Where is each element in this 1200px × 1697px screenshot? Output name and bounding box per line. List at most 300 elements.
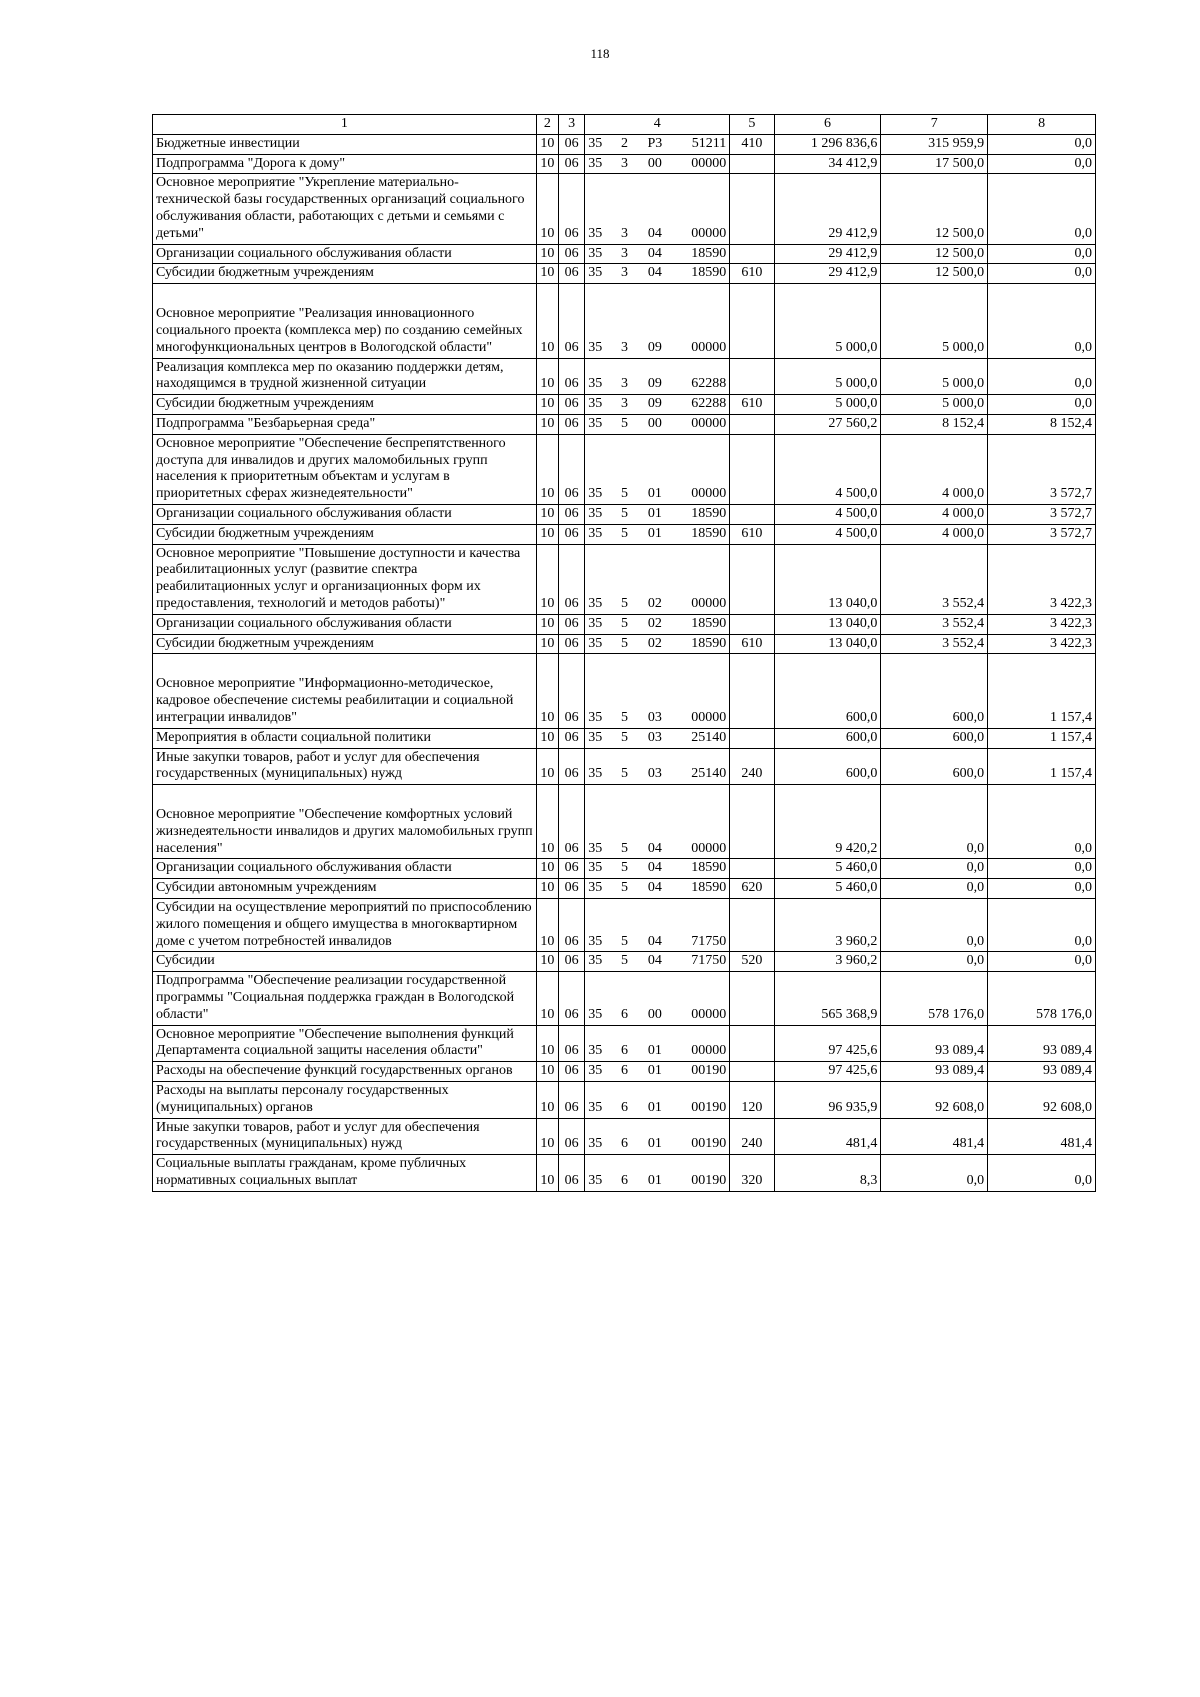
target-code-part: 03	[647, 709, 662, 725]
row-amount-col8: 0,0	[988, 264, 1096, 284]
row-subsection-code: 06	[559, 134, 585, 154]
target-code-part: 5	[621, 953, 629, 969]
row-amount-col7: 0,0	[881, 785, 988, 859]
row-subsection-code: 06	[559, 414, 585, 434]
target-code-parts	[588, 226, 726, 243]
target-code-parts	[588, 636, 726, 653]
row-amount-col7: 0,0	[881, 1155, 988, 1192]
row-amount-col7: 0,0	[881, 952, 988, 972]
row-subsection-code: 06	[559, 524, 585, 544]
row-expense-type	[730, 284, 774, 358]
row-subsection-code: 06	[559, 972, 585, 1025]
row-target-code	[585, 395, 730, 415]
row-expense-type: 120	[730, 1082, 774, 1119]
target-code-parts	[588, 246, 726, 263]
row-subsection-code: 06	[559, 728, 585, 748]
row-target-code	[585, 504, 730, 524]
row-section-code: 10	[536, 524, 558, 544]
target-code-part: 35	[588, 376, 603, 392]
target-code-part: 25140	[691, 766, 727, 782]
row-target-code	[585, 244, 730, 264]
table-row	[153, 414, 1096, 434]
row-target-code	[585, 859, 730, 879]
table-row	[153, 1025, 1096, 1062]
row-amount-col7: 578 176,0	[881, 972, 988, 1025]
row-target-code	[585, 264, 730, 284]
target-code-parts	[588, 596, 726, 613]
target-code-part: 00000	[691, 486, 727, 502]
row-amount-col7: 12 500,0	[881, 174, 988, 244]
row-section-code: 10	[536, 174, 558, 244]
table-body	[153, 115, 1096, 1192]
row-subsection-code: 06	[559, 634, 585, 654]
row-amount-col6: 34 412,9	[774, 154, 881, 174]
target-code-part: 00000	[691, 595, 727, 611]
target-code-parts	[588, 616, 726, 633]
row-name: Субсидии	[153, 952, 537, 972]
row-expense-type	[730, 728, 774, 748]
row-section-code: 10	[536, 504, 558, 524]
row-amount-col6: 600,0	[774, 748, 881, 785]
table-row	[153, 972, 1096, 1025]
page-number: 118	[590, 46, 610, 61]
row-section-code: 10	[536, 879, 558, 899]
row-amount-col6: 600,0	[774, 654, 881, 728]
row-amount-col7: 3 552,4	[881, 634, 988, 654]
row-amount-col8: 8 152,4	[988, 414, 1096, 434]
table-row	[153, 524, 1096, 544]
table-row	[153, 264, 1096, 284]
row-target-code	[585, 952, 730, 972]
header-cell-8: 8	[988, 115, 1096, 135]
table-row	[153, 1082, 1096, 1119]
row-section-code: 10	[536, 358, 558, 395]
target-code-parts	[588, 1173, 726, 1190]
row-section-code: 10	[536, 154, 558, 174]
target-code-part: 35	[588, 486, 603, 502]
target-code-part: 6	[621, 1099, 629, 1115]
row-subsection-code: 06	[559, 174, 585, 244]
target-code-part: 71750	[691, 933, 727, 949]
row-expense-type	[730, 358, 774, 395]
row-amount-col8: 0,0	[988, 952, 1096, 972]
header-cell-6: 6	[774, 115, 881, 135]
target-code-part: 2	[621, 135, 629, 151]
row-name: Организации социального обслуживания области	[153, 859, 537, 879]
row-section-code: 10	[536, 748, 558, 785]
target-code-part: 25140	[691, 729, 727, 745]
row-expense-type	[730, 544, 774, 614]
row-amount-col6: 29 412,9	[774, 264, 881, 284]
target-code-part: 03	[647, 729, 662, 745]
table-row	[153, 859, 1096, 879]
row-name: Реализация комплекса мер по оказанию поддержки детям, находящимся в трудной жизненной ситуации	[153, 358, 537, 395]
row-expense-type	[730, 614, 774, 634]
row-amount-col7: 600,0	[881, 748, 988, 785]
target-code-part: 51211	[691, 135, 727, 151]
target-code-part: 35	[588, 595, 603, 611]
row-amount-col7: 600,0	[881, 728, 988, 748]
row-target-code	[585, 174, 730, 244]
target-code-part: 00	[647, 155, 662, 171]
target-code-part: 01	[647, 486, 662, 502]
row-name: Субсидии бюджетным учреждениям	[153, 264, 537, 284]
row-subsection-code: 06	[559, 434, 585, 504]
row-subsection-code: 06	[559, 1118, 585, 1155]
target-code-parts	[588, 396, 726, 413]
row-amount-col7: 0,0	[881, 859, 988, 879]
target-code-part: 04	[647, 860, 662, 876]
target-code-part: 5	[621, 840, 629, 856]
target-code-part: 00190	[691, 1099, 727, 1115]
row-expense-type	[730, 154, 774, 174]
target-code-part: 35	[588, 225, 603, 241]
row-expense-type: 610	[730, 634, 774, 654]
row-name: Субсидии на осуществление мероприятий по приспособлению жилого помещения и общего имущества в многоквартирном доме с учетом потребностей инвалидов	[153, 899, 537, 952]
target-code-part: 04	[647, 245, 662, 261]
row-amount-col8: 0,0	[988, 1155, 1096, 1192]
row-target-code	[585, 879, 730, 899]
target-code-part: 00000	[691, 155, 727, 171]
row-amount-col8: 0,0	[988, 154, 1096, 174]
row-amount-col6: 5 460,0	[774, 859, 881, 879]
row-amount-col6: 5 000,0	[774, 284, 881, 358]
row-amount-col8: 93 089,4	[988, 1062, 1096, 1082]
table-row	[153, 1155, 1096, 1192]
row-name: Основное мероприятие "Обеспечение комфортных условий жизнедеятельности инвалидов и других маломобильных групп населения"	[153, 785, 537, 859]
row-amount-col8: 0,0	[988, 879, 1096, 899]
target-code-part: 6	[621, 1173, 629, 1189]
row-section-code: 10	[536, 1025, 558, 1062]
target-code-part: 35	[588, 245, 603, 261]
target-code-part: 04	[647, 953, 662, 969]
row-amount-col6: 8,3	[774, 1155, 881, 1192]
target-code-part: 09	[647, 339, 662, 355]
row-name: Иные закупки товаров, работ и услуг для обеспечения государственных (муниципальных) нужд	[153, 748, 537, 785]
target-code-part: 3	[621, 376, 629, 392]
target-code-part: 01	[647, 1136, 662, 1152]
row-amount-col7: 17 500,0	[881, 154, 988, 174]
target-code-part: 00000	[691, 339, 727, 355]
row-amount-col8: 578 176,0	[988, 972, 1096, 1025]
row-target-code	[585, 1082, 730, 1119]
row-expense-type: 620	[730, 879, 774, 899]
row-section-code: 10	[536, 434, 558, 504]
row-amount-col6: 97 425,6	[774, 1025, 881, 1062]
row-amount-col7: 93 089,4	[881, 1062, 988, 1082]
target-code-part: 5	[621, 415, 629, 431]
target-code-part: 00190	[691, 1136, 727, 1152]
row-amount-col6: 3 960,2	[774, 899, 881, 952]
target-code-part: 35	[588, 525, 603, 541]
row-amount-col7: 4 000,0	[881, 524, 988, 544]
row-amount-col6: 5 000,0	[774, 395, 881, 415]
target-code-part: 3	[621, 225, 629, 241]
row-amount-col7: 600,0	[881, 654, 988, 728]
row-subsection-code: 06	[559, 879, 585, 899]
row-section-code: 10	[536, 785, 558, 859]
row-section-code: 10	[536, 899, 558, 952]
row-subsection-code: 06	[559, 952, 585, 972]
target-code-part: 09	[647, 396, 662, 412]
target-code-part: 00000	[691, 1043, 727, 1059]
row-target-code	[585, 1118, 730, 1155]
row-target-code	[585, 1025, 730, 1062]
row-subsection-code: 06	[559, 1062, 585, 1082]
target-code-part: 35	[588, 953, 603, 969]
row-target-code	[585, 1155, 730, 1192]
row-name: Основное мероприятие "Обеспечение выполнения функций Департамента социальной защиты населения области"	[153, 1025, 537, 1062]
header-cell-4: 4	[585, 115, 730, 135]
table-row	[153, 434, 1096, 504]
row-section-code: 10	[536, 264, 558, 284]
target-code-part: 35	[588, 1063, 603, 1079]
row-amount-col6: 4 500,0	[774, 524, 881, 544]
target-code-part: 18590	[691, 880, 727, 896]
target-code-part: 04	[647, 225, 662, 241]
row-target-code	[585, 524, 730, 544]
target-code-part: 5	[621, 766, 629, 782]
row-amount-col6: 96 935,9	[774, 1082, 881, 1119]
target-code-parts	[588, 526, 726, 543]
row-subsection-code: 06	[559, 1155, 585, 1192]
row-subsection-code: 06	[559, 899, 585, 952]
row-name: Расходы на обеспечение функций государственных органов	[153, 1062, 537, 1082]
target-code-parts	[588, 860, 726, 877]
target-code-part: 3	[621, 245, 629, 261]
target-code-parts	[588, 376, 726, 393]
row-amount-col8: 0,0	[988, 174, 1096, 244]
target-code-part: 35	[588, 1099, 603, 1115]
row-subsection-code: 06	[559, 654, 585, 728]
table-row	[153, 899, 1096, 952]
row-subsection-code: 06	[559, 859, 585, 879]
target-code-part: 5	[621, 860, 629, 876]
row-target-code	[585, 544, 730, 614]
target-code-part: 04	[647, 880, 662, 896]
target-code-part: 5	[621, 615, 629, 631]
row-amount-col6: 4 500,0	[774, 504, 881, 524]
row-amount-col6: 29 412,9	[774, 174, 881, 244]
row-amount-col8: 1 157,4	[988, 748, 1096, 785]
target-code-part: 00000	[691, 840, 727, 856]
target-code-part: 3	[621, 265, 629, 281]
target-code-parts	[588, 766, 726, 783]
row-subsection-code: 06	[559, 154, 585, 174]
row-section-code: 10	[536, 634, 558, 654]
row-amount-col6: 9 420,2	[774, 785, 881, 859]
row-name: Мероприятия в области социальной политики	[153, 728, 537, 748]
row-amount-col8: 0,0	[988, 395, 1096, 415]
target-code-part: 5	[621, 880, 629, 896]
row-amount-col7: 4 000,0	[881, 434, 988, 504]
table-row	[153, 728, 1096, 748]
target-code-part: 35	[588, 860, 603, 876]
target-code-part: 3	[621, 155, 629, 171]
row-amount-col8: 93 089,4	[988, 1025, 1096, 1062]
row-expense-type	[730, 174, 774, 244]
target-code-parts	[588, 1043, 726, 1060]
row-name: Основное мероприятие "Повышение доступности и качества реабилитационных услуг (развитие спектра реабилитационных услуг и организационных форм их предоставления, технологий и методов работы)"	[153, 544, 537, 614]
target-code-part: 6	[621, 1006, 629, 1022]
target-code-parts	[588, 416, 726, 433]
target-code-part: 01	[647, 1043, 662, 1059]
target-code-part: 35	[588, 766, 603, 782]
row-section-code: 10	[536, 859, 558, 879]
row-name: Подпрограмма "Дорога к дому"	[153, 154, 537, 174]
row-amount-col8: 3 572,7	[988, 434, 1096, 504]
row-amount-col7: 12 500,0	[881, 244, 988, 264]
target-code-part: 35	[588, 880, 603, 896]
table-row	[153, 785, 1096, 859]
target-code-part: 35	[588, 840, 603, 856]
row-amount-col8: 0,0	[988, 284, 1096, 358]
target-code-parts	[588, 486, 726, 503]
row-amount-col7: 315 959,9	[881, 134, 988, 154]
row-name: Основное мероприятие "Информационно-методическое, кадровое обеспечение системы реабилитации и социальной интеграции инвалидов"	[153, 654, 537, 728]
row-section-code: 10	[536, 544, 558, 614]
target-code-part: 35	[588, 1043, 603, 1059]
table-row	[153, 654, 1096, 728]
target-code-part: 00	[647, 415, 662, 431]
target-code-part: 00000	[691, 415, 727, 431]
row-section-code: 10	[536, 972, 558, 1025]
target-code-part: 35	[588, 135, 603, 151]
row-expense-type	[730, 504, 774, 524]
table-row	[153, 284, 1096, 358]
row-subsection-code: 06	[559, 748, 585, 785]
row-amount-col6: 13 040,0	[774, 614, 881, 634]
row-amount-col7: 5 000,0	[881, 358, 988, 395]
target-code-parts	[588, 1063, 726, 1080]
target-code-part: 18590	[691, 525, 727, 541]
target-code-part: 5	[621, 709, 629, 725]
row-name: Основное мероприятие "Реализация инновационного социального проекта (комплекса мер) по созданию семейных многофункциональных центров в Вологодской области"	[153, 284, 537, 358]
row-amount-col8: 481,4	[988, 1118, 1096, 1155]
row-amount-col8: 3 572,7	[988, 524, 1096, 544]
row-expense-type: 610	[730, 264, 774, 284]
row-subsection-code: 06	[559, 614, 585, 634]
target-code-part: 18590	[691, 505, 727, 521]
table-row	[153, 244, 1096, 264]
row-expense-type	[730, 859, 774, 879]
target-code-part: 01	[647, 1099, 662, 1115]
target-code-part: 71750	[691, 953, 727, 969]
row-expense-type: 610	[730, 524, 774, 544]
row-section-code: 10	[536, 284, 558, 358]
row-target-code	[585, 414, 730, 434]
row-amount-col7: 0,0	[881, 879, 988, 899]
table-row	[153, 748, 1096, 785]
header-cell-5: 5	[730, 115, 774, 135]
target-code-part: 01	[647, 505, 662, 521]
target-code-parts	[588, 880, 726, 897]
row-section-code: 10	[536, 1155, 558, 1192]
target-code-part: 35	[588, 1136, 603, 1152]
row-amount-col8: 3 572,7	[988, 504, 1096, 524]
row-target-code	[585, 434, 730, 504]
target-code-parts	[588, 156, 726, 173]
target-code-part: 5	[621, 729, 629, 745]
row-expense-type	[730, 899, 774, 952]
row-amount-col8: 0,0	[988, 859, 1096, 879]
target-code-part: 5	[621, 933, 629, 949]
target-code-part: 00190	[691, 1173, 727, 1189]
target-code-part: 35	[588, 155, 603, 171]
row-amount-col8: 0,0	[988, 244, 1096, 264]
table-row	[153, 358, 1096, 395]
target-code-part: 02	[647, 635, 662, 651]
row-amount-col7: 481,4	[881, 1118, 988, 1155]
target-code-part: 00	[647, 1006, 662, 1022]
row-name: Организации социального обслуживания области	[153, 614, 537, 634]
target-code-parts	[588, 340, 726, 357]
row-target-code	[585, 134, 730, 154]
target-code-part: 5	[621, 635, 629, 651]
target-code-part: 3	[621, 396, 629, 412]
row-amount-col8: 1 157,4	[988, 728, 1096, 748]
row-target-code	[585, 654, 730, 728]
target-code-part: 18590	[691, 635, 727, 651]
target-code-part: 02	[647, 595, 662, 611]
row-amount-col7: 3 552,4	[881, 544, 988, 614]
target-code-part: 6	[621, 1136, 629, 1152]
row-subsection-code: 06	[559, 504, 585, 524]
row-expense-type	[730, 785, 774, 859]
target-code-part: 00000	[691, 709, 727, 725]
target-code-part: 00190	[691, 1063, 727, 1079]
row-name: Субсидии бюджетным учреждениям	[153, 524, 537, 544]
row-amount-col6: 13 040,0	[774, 544, 881, 614]
target-code-part: 6	[621, 1043, 629, 1059]
row-name: Организации социального обслуживания области	[153, 244, 537, 264]
target-code-part: 35	[588, 933, 603, 949]
row-section-code: 10	[536, 952, 558, 972]
row-amount-col7: 92 608,0	[881, 1082, 988, 1119]
row-name: Основное мероприятие "Укрепление материально-технической базы государственных организаций социального обслуживания области, работающих с детьми и семьями с детьми"	[153, 174, 537, 244]
target-code-part: 35	[588, 415, 603, 431]
row-expense-type: 410	[730, 134, 774, 154]
row-amount-col6: 3 960,2	[774, 952, 881, 972]
row-subsection-code: 06	[559, 264, 585, 284]
target-code-part: 18590	[691, 265, 727, 281]
row-expense-type: 520	[730, 952, 774, 972]
row-section-code: 10	[536, 1082, 558, 1119]
target-code-part: 35	[588, 709, 603, 725]
budget-table	[152, 114, 1096, 1192]
row-section-code: 10	[536, 614, 558, 634]
row-subsection-code: 06	[559, 785, 585, 859]
header-cell-3: 3	[559, 115, 585, 135]
row-expense-type	[730, 414, 774, 434]
table-row	[153, 614, 1096, 634]
row-expense-type	[730, 244, 774, 264]
row-expense-type: 240	[730, 1118, 774, 1155]
row-amount-col6: 4 500,0	[774, 434, 881, 504]
target-code-parts	[588, 710, 726, 727]
table-row	[153, 395, 1096, 415]
row-amount-col7: 93 089,4	[881, 1025, 988, 1062]
row-amount-col6: 481,4	[774, 1118, 881, 1155]
row-name: Социальные выплаты гражданам, кроме публичных нормативных социальных выплат	[153, 1155, 537, 1192]
row-expense-type	[730, 1025, 774, 1062]
table-row	[153, 134, 1096, 154]
row-name: Иные закупки товаров, работ и услуг для обеспечения государственных (муниципальных) нужд	[153, 1118, 537, 1155]
target-code-part: 35	[588, 1006, 603, 1022]
target-code-part: 18590	[691, 860, 727, 876]
row-amount-col6: 600,0	[774, 728, 881, 748]
table-row	[153, 544, 1096, 614]
